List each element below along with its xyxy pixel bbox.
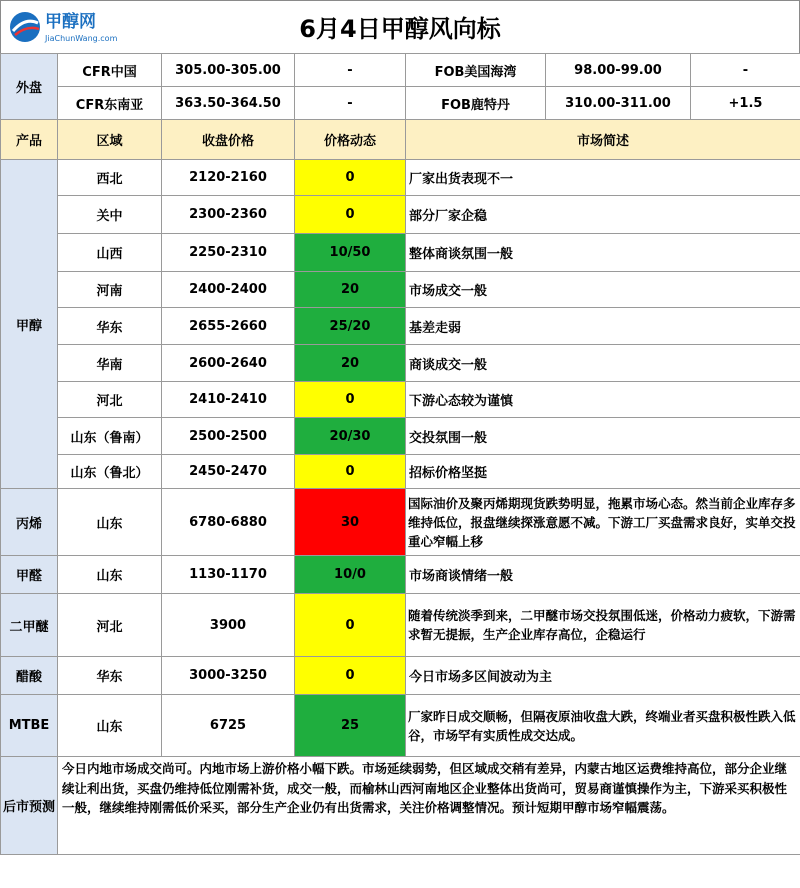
change-cell: 0	[295, 455, 406, 489]
change-cell: 20	[295, 345, 406, 382]
summary-cell: 厂家出货表现不一	[406, 160, 800, 196]
price-cell: 2500-2500	[162, 418, 295, 455]
price-cell: 1130-1170	[162, 556, 295, 594]
product-label: 甲醛	[1, 556, 58, 594]
summary-cell: 交投氛围一般	[406, 418, 800, 455]
region-cell: 河北	[58, 382, 162, 418]
logo-text: 甲醇网	[45, 12, 96, 32]
external-change: -	[691, 54, 800, 87]
external-name: FOB鹿特丹	[406, 87, 546, 120]
product-label: 甲醇	[1, 160, 58, 489]
region-cell: 山东	[58, 556, 162, 594]
change-cell: 0	[295, 382, 406, 418]
change-cell: 0	[295, 160, 406, 196]
region-cell: 河北	[58, 594, 162, 657]
external-name: CFR中国	[58, 54, 162, 87]
external-price: 98.00-99.00	[546, 54, 691, 87]
price-cell: 2250-2310	[162, 234, 295, 272]
methanol-row	[1, 160, 800, 196]
change-cell: 0	[295, 657, 406, 695]
price-cell: 3000-3250	[162, 657, 295, 695]
external-price: 310.00-311.00	[546, 87, 691, 120]
methanol-row	[1, 418, 800, 455]
product-row	[1, 556, 800, 594]
methanol-row	[1, 272, 800, 308]
price-cell: 6780-6880	[162, 489, 295, 556]
region-cell: 西北	[58, 160, 162, 196]
col-region: 区域	[58, 120, 162, 160]
methanol-row	[1, 382, 800, 418]
region-cell: 山东	[58, 489, 162, 556]
price-cell: 2410-2410	[162, 382, 295, 418]
page-title: 6月4日甲醇风向标	[299, 15, 501, 43]
external-row	[1, 54, 800, 87]
product-label: 丙烯	[1, 489, 58, 556]
product-label: 二甲醚	[1, 594, 58, 657]
summary-cell: 国际油价及聚丙烯期现货跌势明显，拖累市场心态。然当前企业库存多维持低位，报盘继续探涨意愿不减。下游工厂买盘需求良好，实单交投重心窄幅上移	[406, 489, 800, 556]
product-label: 醋酸	[1, 657, 58, 695]
summary-cell: 部分厂家企稳	[406, 196, 800, 234]
methanol-row	[1, 345, 800, 382]
methanol-row	[1, 455, 800, 489]
forecast-label: 后市预测	[1, 757, 58, 855]
change-cell: 25/20	[295, 308, 406, 345]
external-name: CFR东南亚	[58, 87, 162, 120]
price-cell: 2300-2360	[162, 196, 295, 234]
region-cell: 华东	[58, 308, 162, 345]
change-cell: 25	[295, 695, 406, 757]
forecast-text: 今日内地市场成交尚可。内地市场上游价格小幅下跌。市场延续弱势，但区域成交稍有差异，内蒙古地区运费维持高位，部分企业继续让利出货，买盘仍维持低位刚需补货，成交一般，而榆林山西河南地区企业整体出货尚可，贸易商谨慎操作为主，下游采买积极性一般，继续维持刚需低价采买，部分生产企业仍有出货需求，关注价格调整情况。预计短期甲醇市场窄幅震荡。	[58, 757, 800, 855]
change-cell: 0	[295, 196, 406, 234]
region-cell: 山东（鲁南）	[58, 418, 162, 455]
product-label: MTBE	[1, 695, 58, 757]
summary-cell: 商谈成交一般	[406, 345, 800, 382]
region-cell: 山东（鲁北）	[58, 455, 162, 489]
product-row	[1, 489, 800, 556]
region-cell: 华东	[58, 657, 162, 695]
summary-cell: 整体商谈氛围一般	[406, 234, 800, 272]
summary-cell: 基差走弱	[406, 308, 800, 345]
methanol-row	[1, 308, 800, 345]
change-cell: 20	[295, 272, 406, 308]
summary-cell: 随着传统淡季到来，二甲醚市场交投氛围低迷，价格动力疲软，下游需求暂无提振，生产企业库存高位，企稳运行	[406, 594, 800, 657]
col-product: 产品	[1, 120, 58, 160]
product-row	[1, 695, 800, 757]
price-cell: 2120-2160	[162, 160, 295, 196]
change-cell: 30	[295, 489, 406, 556]
product-row	[1, 594, 800, 657]
summary-cell: 厂家昨日成交顺畅，但隔夜原油收盘大跌，终端业者买盘积极性跌入低谷，市场罕有实质性成交达成。	[406, 695, 800, 757]
product-row	[1, 657, 800, 695]
price-cell: 6725	[162, 695, 295, 757]
methanol-row	[1, 234, 800, 272]
price-table	[0, 53, 800, 855]
external-price: 305.00-305.00	[162, 54, 295, 87]
summary-cell: 下游心态较为谨慎	[406, 382, 800, 418]
price-cell: 3900	[162, 594, 295, 657]
external-change: +1.5	[691, 87, 800, 120]
summary-cell: 今日市场多区间波动为主	[406, 657, 800, 695]
logo-subtext: JiaChunWang.com	[45, 34, 118, 43]
methanol-row	[1, 196, 800, 234]
region-cell: 关中	[58, 196, 162, 234]
region-cell: 河南	[58, 272, 162, 308]
external-label: 外盘	[1, 54, 58, 120]
change-cell: 20/30	[295, 418, 406, 455]
change-cell: 10/0	[295, 556, 406, 594]
price-cell: 2600-2640	[162, 345, 295, 382]
summary-cell: 市场商谈情绪一般	[406, 556, 800, 594]
price-cell: 2450-2470	[162, 455, 295, 489]
col-summary: 市场简述	[406, 120, 800, 160]
col-change: 价格动态	[295, 120, 406, 160]
external-name: FOB美国海湾	[406, 54, 546, 87]
external-price: 363.50-364.50	[162, 87, 295, 120]
forecast-row	[1, 757, 800, 855]
price-cell: 2400-2400	[162, 272, 295, 308]
col-price: 收盘价格	[162, 120, 295, 160]
region-cell: 华南	[58, 345, 162, 382]
external-change: -	[295, 54, 406, 87]
summary-cell: 市场成交一般	[406, 272, 800, 308]
region-cell: 山东	[58, 695, 162, 757]
change-cell: 0	[295, 594, 406, 657]
external-row	[1, 87, 800, 120]
external-change: -	[295, 87, 406, 120]
column-header-row	[1, 120, 800, 160]
sheet-header	[0, 0, 800, 54]
change-cell: 10/50	[295, 234, 406, 272]
region-cell: 山西	[58, 234, 162, 272]
summary-cell: 招标价格坚挺	[406, 455, 800, 489]
price-cell: 2655-2660	[162, 308, 295, 345]
